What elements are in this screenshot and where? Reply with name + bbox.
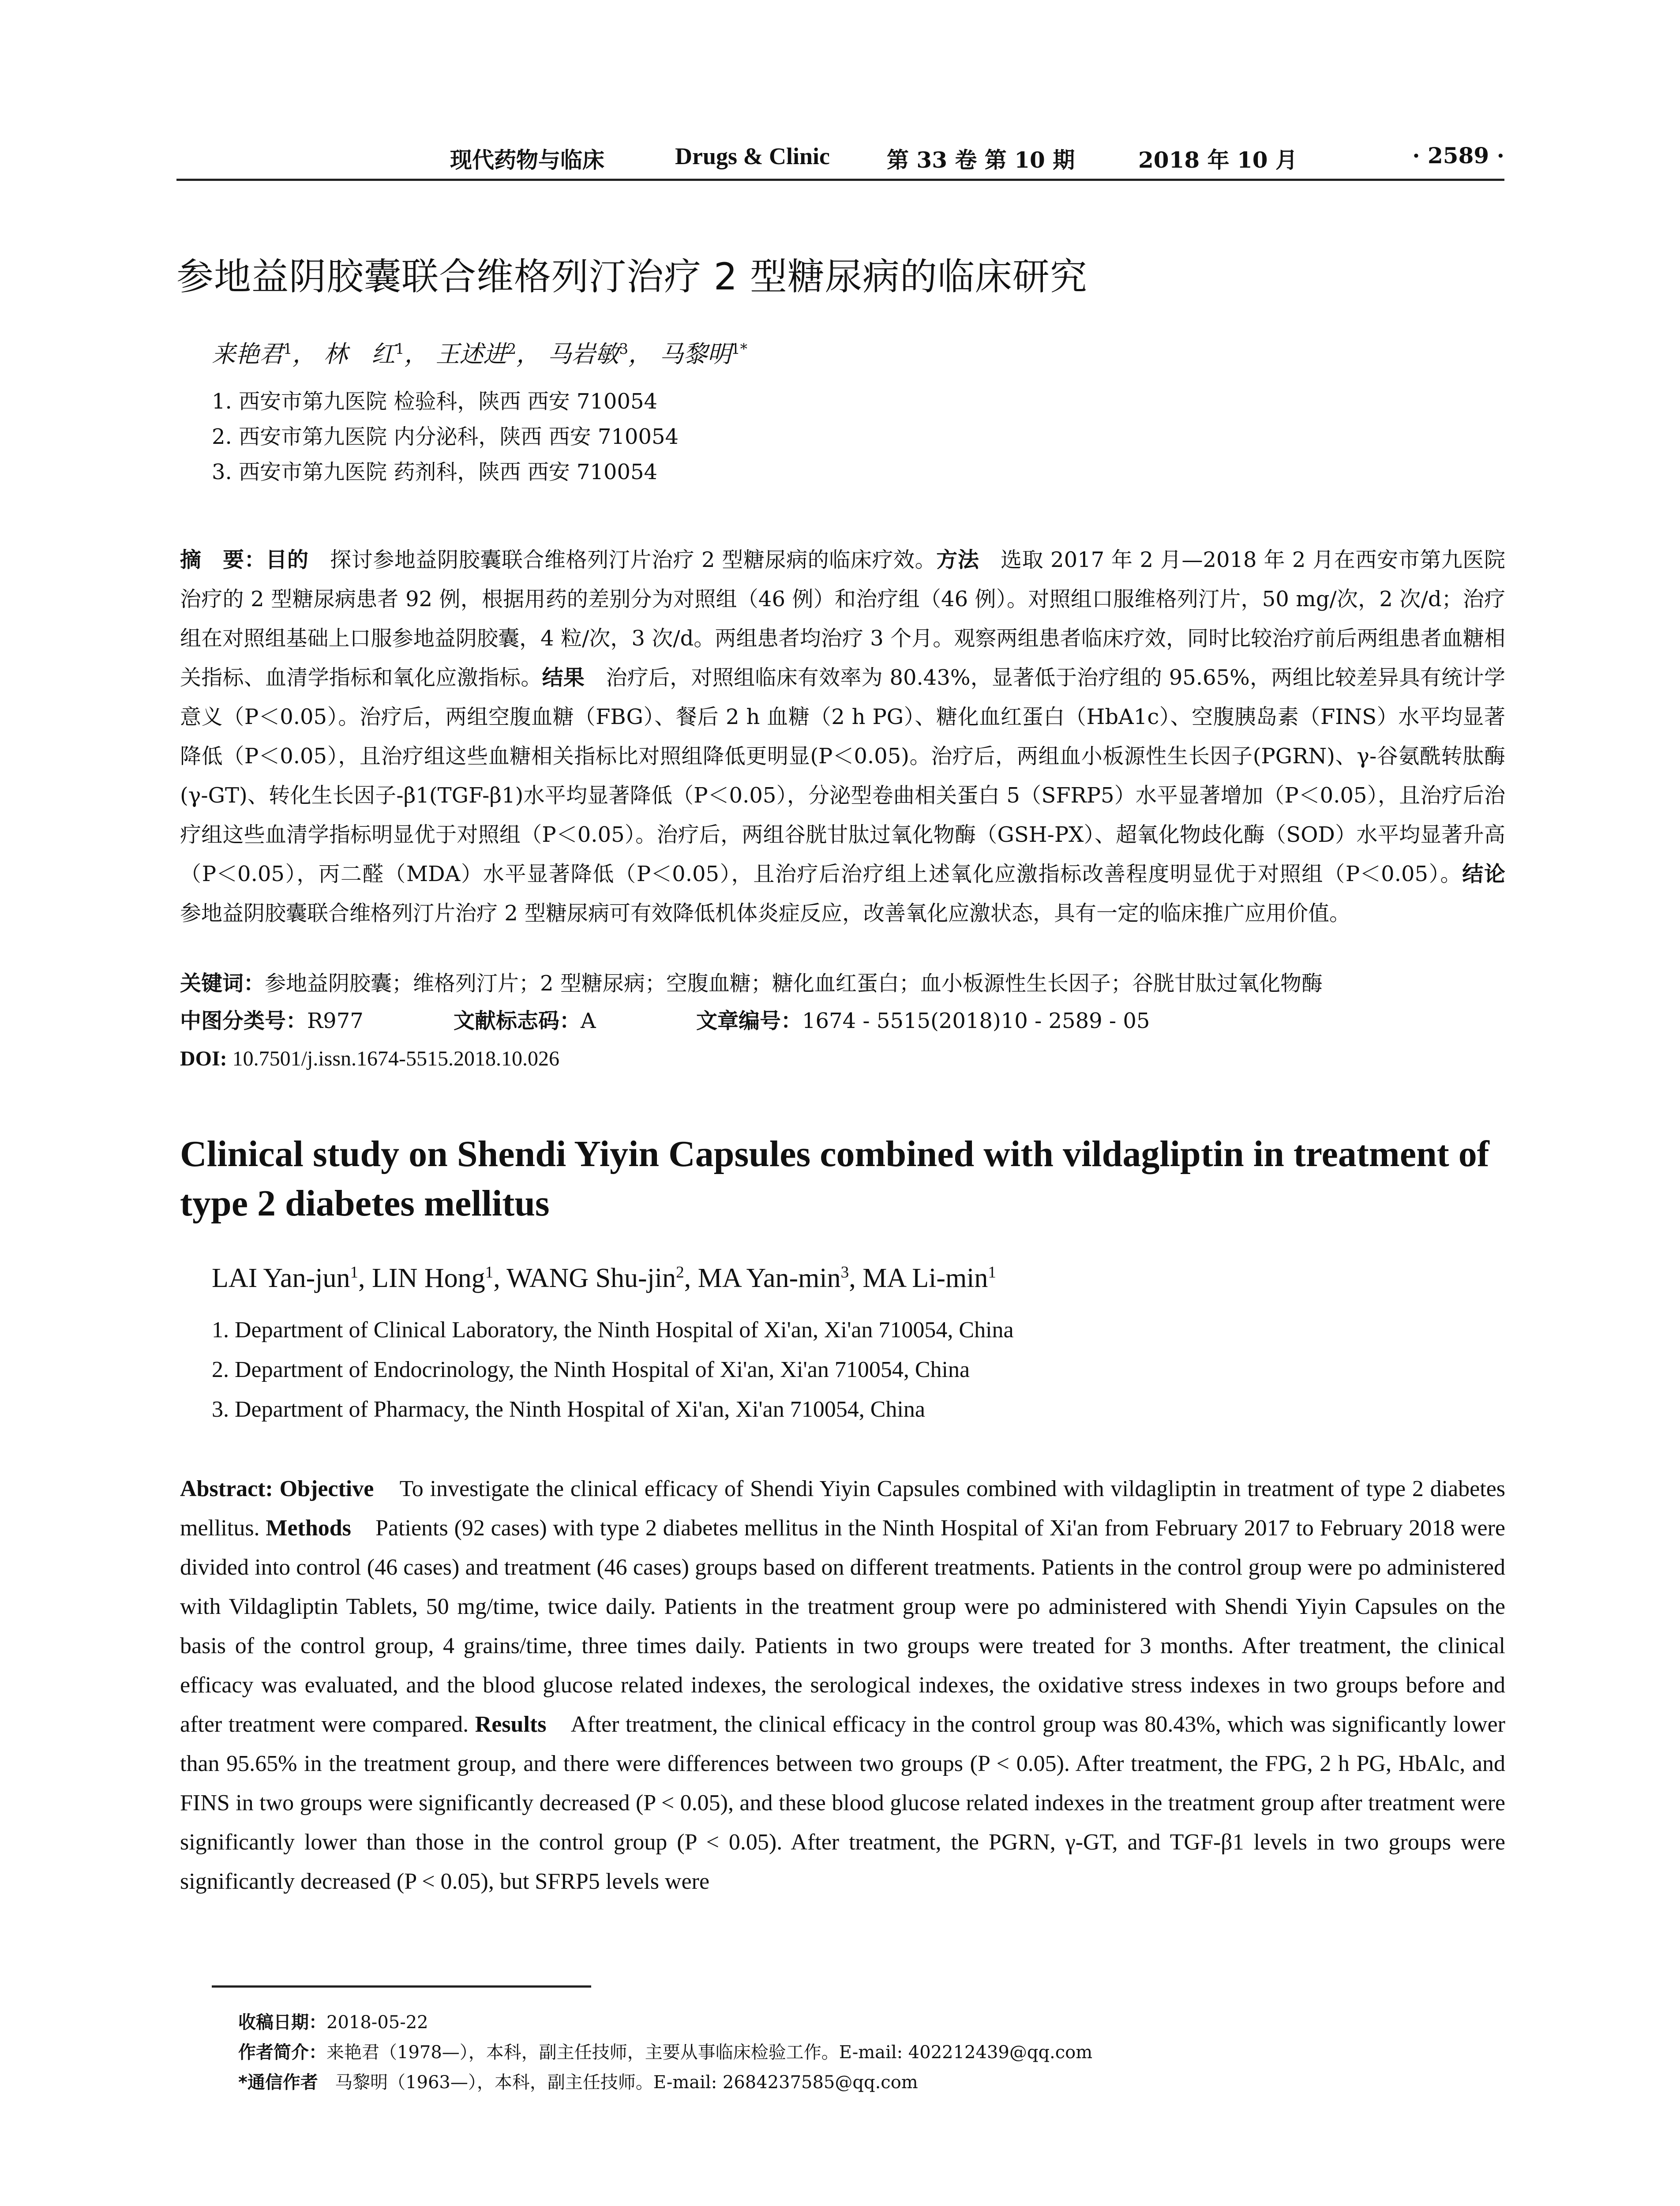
affiliation-cn: 2. 西安市第九医院 内分泌科，陕西 西安 710054 — [212, 424, 679, 449]
journal-name-en: Drugs & Clinic — [675, 143, 830, 169]
author-affiliation-mark: 1* — [731, 341, 747, 357]
title-cn: 参地益阴胶囊联合维格列汀治疗 2 型糖尿病的临床研究 — [176, 255, 1088, 298]
affiliation-en: 3. Department of Pharmacy, the Ninth Hospital of Xi'an, Xi'an 710054, China — [212, 1397, 925, 1422]
objective-label: 目的 — [266, 548, 309, 572]
title-en: Clinical study on Shendi Yiyin Capsules combined with vildagliptin in treatment of type 2 diabetes mellitus — [180, 1133, 1489, 1224]
methods-text: 选取 2017 年 2 月—2018 年 2 月在西安市第九医院治疗的 2 型糖尿病患者 92 例，根据用药的差别分为对照组（46 例）和治疗组（46 例）。对照组口服维格列汀片，50 mg/次，2 次/d；治疗组在对照组基础上口服参地益阴胶囊，4 粒/次，3 次/d。两组患者均治疗 3 个月。观察两组患者临床疗效，同时比较治疗前后两组患者血糖相关指标、血清学指标和氧化应激指标。 — [180, 548, 1505, 690]
article-number-label: 文章编号： — [696, 1009, 802, 1033]
article-number-value: 1674 - 5515(2018)10 - 2589 - 05 — [802, 1009, 1150, 1033]
author-cn: 王述进 — [435, 340, 507, 368]
volume-issue: 第 33 卷 第 10 期 — [887, 147, 1075, 173]
doi — [180, 1039, 559, 1078]
footnote-text: 马黎明（1963—），本科，副主任技师。E-mail: 2684237585@qq.com — [335, 2072, 918, 2093]
author-en: WANG Shu-jin — [506, 1263, 676, 1293]
results-label-en: Results — [475, 1712, 547, 1737]
author-affiliation-mark: 1 — [395, 341, 405, 357]
author-cn: 马黎明 — [660, 340, 731, 368]
issue-date: 2018 年 10 月 — [1138, 147, 1298, 173]
results-label: 结果 — [542, 665, 585, 690]
conclusion-label: 结论 — [1462, 862, 1505, 886]
footnote-author-bio — [238, 2037, 1092, 2067]
authors-cn: 来艳君$^1$， 林 红$^1$， 王述进$^2$， 马岩敏$^3$， 马黎明$^{1*}$ — [212, 340, 747, 368]
author-cn: 马岩敏 — [548, 340, 619, 368]
doi-value[interactable]: 10.7501/j.issn.1674-5515.2018.10.026 — [232, 1047, 560, 1070]
footnote-label: 作者简介： — [238, 2042, 326, 2063]
objective-label-en: Objective — [279, 1476, 374, 1501]
doc-code-label: 文献标志码： — [454, 1009, 581, 1033]
author-en: MA Li-min — [862, 1263, 988, 1293]
methods-label: 方法 — [936, 548, 979, 572]
results-text: 治疗后，对照组临床有效率为 80.43%，显著低于治疗组的 95.65%，两组比较差异具有统计学意义（P＜0.05）。治疗后，两组空腹血糖（FBG）、餐后 2 h 血糖（2 h PG）、糖化血红蛋白（HbA1c）、空腹胰岛素（FINS）水平均显著降低（P＜0.05），且治疗组这些血糖相关指标比对照组降低更明显(P＜0.05)。治疗后，两组血小板源性生长因子(PGRN)、γ-谷氨酰转肽酶(γ-GT)、转化生长因子-β1(TGF-β1)水平均显著降低（P＜0.05），分泌型卷曲相关蛋白 5（SFRP5）水平显著增加（P＜0.05），且治疗后治疗组这些血清学指标明显优于对照组（P＜0.05）。治疗后，两组谷胱甘肽过氧化物酶（GSH-PX）、超氧化物歧化酶（SOD）水平均显著升高（P＜0.05），丙二醛（MDA）水平显著降低（P＜0.05），且治疗后治疗组上述氧化应激指标改善程度明显优于对照组（P＜0.05）。 — [180, 665, 1505, 886]
results-text-en: After treatment, the clinical efficacy in the control group was 80.43%, which was significantly lower than 95.65% in the treatment group, and there were differences between two groups (P < 0.05). After treatment, the FPG, 2 h PG, HbAlc, and FINS in two groups were significantly decreased (P < 0.05), and these blood glucose related indexes in the treatment group after treatment were significantly lower than those in the control group (P < 0.05). After treatment, the PGRN, γ-GT, and TGF-β1 levels in two groups were significantly decreased (P < 0.05), but SFRP5 levels were — [180, 1712, 1505, 1894]
affiliation-cn: 1. 西安市第九医院 检验科，陕西 西安 710054 — [212, 389, 658, 414]
footnote-label: 收稿日期： — [238, 2012, 326, 2033]
methods-label-en: Methods — [266, 1516, 351, 1541]
author-affiliation-mark: 1 — [485, 1263, 494, 1282]
affiliation-cn: 3. 西安市第九医院 药剂科，陕西 西安 710054 — [212, 460, 658, 484]
doc-code-value: A — [581, 1009, 596, 1033]
clc-field — [180, 1002, 364, 1041]
affiliation-en: 1. Department of Clinical Laboratory, the Ninth Hospital of Xi'an, Xi'an 710054, China — [212, 1317, 1014, 1343]
footnote-divider — [212, 1985, 591, 1988]
footnote-text: 2018-05-22 — [326, 2012, 428, 2033]
doi-label: DOI: — [180, 1047, 227, 1070]
clc-value: R977 — [307, 1009, 364, 1033]
footnote-corresponding-author — [238, 2067, 918, 2097]
objective-text: 探讨参地益阴胶囊联合维格列汀片治疗 2 型糖尿病的临床疗效。 — [330, 548, 937, 572]
abstract-en — [180, 1469, 1505, 1901]
author-affiliation-mark: 3 — [840, 1263, 849, 1282]
page-number: · 2589 · — [1412, 143, 1504, 169]
running-header — [176, 139, 1504, 181]
article-number-field — [696, 1002, 1150, 1041]
keywords-label: 关键词： — [180, 971, 265, 996]
clc-label: 中图分类号： — [180, 1009, 308, 1033]
author-cn: 林 红 — [323, 340, 395, 368]
author-affiliation-mark: 1 — [988, 1263, 997, 1282]
doc-code-field — [454, 1002, 596, 1041]
footnote-received — [238, 2007, 428, 2037]
footnote-text: 来艳君（1978—），本科，副主任技师，主要从事临床检验工作。E-mail: 402212439@qq.com — [326, 2042, 1093, 2063]
journal-name-cn: 现代药物与临床 — [450, 147, 604, 173]
author-affiliation-mark: 2 — [507, 341, 517, 357]
objective-text-en: To investigate the clinical efficacy of Shendi Yiyin Capsules combined with vildagliptin in treatment of type 2 diabetes mellitus. — [180, 1476, 1506, 1541]
author-affiliation-mark: 3 — [619, 341, 628, 357]
affiliation-en: 2. Department of Endocrinology, the Ninth Hospital of Xi'an, Xi'an 710054, China — [212, 1357, 970, 1382]
keywords-cn — [180, 964, 1505, 1003]
footnote-label: *通信作者 — [238, 2072, 318, 2093]
abstract-label-en: Abstract: — [180, 1476, 273, 1501]
author-cn: 来艳君 — [212, 340, 283, 368]
conclusion-text: 参地益阴胶囊联合维格列汀片治疗 2 型糖尿病可有效降低机体炎症反应，改善氧化应激状态，具有一定的临床推广应用价值。 — [180, 901, 1351, 926]
methods-text-en: Patients (92 cases) with type 2 diabetes mellitus in the Ninth Hospital of Xi'an from February 2017 to February 2018 were divided into control (46 cases) and treatment (46 cases) groups based on different treatments. Patients in the control group were po administered with Vildagliptin Tablets, 50 mg/time, twice daily. Patients in the treatment group were po administered with Shendi Yiyin Capsules on the basis of the control group, 4 grains/time, three times daily. Patients in two groups were treated for 3 months. After treatment, the clinical efficacy was evaluated, and the blood glucose related indexes, the serological indexes, the oxidative stress indexes in two groups before and after treatment were compared. — [180, 1516, 1506, 1737]
author-affiliation-mark: 1 — [283, 341, 292, 357]
abstract-cn — [180, 540, 1505, 933]
author-affiliation-mark: 1 — [350, 1263, 359, 1282]
authors-en: LAI Yan-jun$^1$, LIN Hong$^1$, WANG Shu-jin$^2$, MA Yan-$\min^3$, MA $Li-\min^1$ — [212, 1263, 997, 1293]
author-en: LIN Hong — [372, 1263, 485, 1293]
abstract-label: 摘 要： — [180, 548, 266, 572]
author-en: LAI Yan-jun — [212, 1263, 350, 1293]
keywords-text: 参地益阴胶囊；维格列汀片；2 型糖尿病；空腹血糖；糖化血红蛋白；血小板源性生长因子；谷胱甘肽过氧化物酶 — [265, 971, 1323, 996]
author-affiliation-mark: 2 — [676, 1263, 684, 1282]
author-en: MA Yan-min — [698, 1263, 841, 1293]
